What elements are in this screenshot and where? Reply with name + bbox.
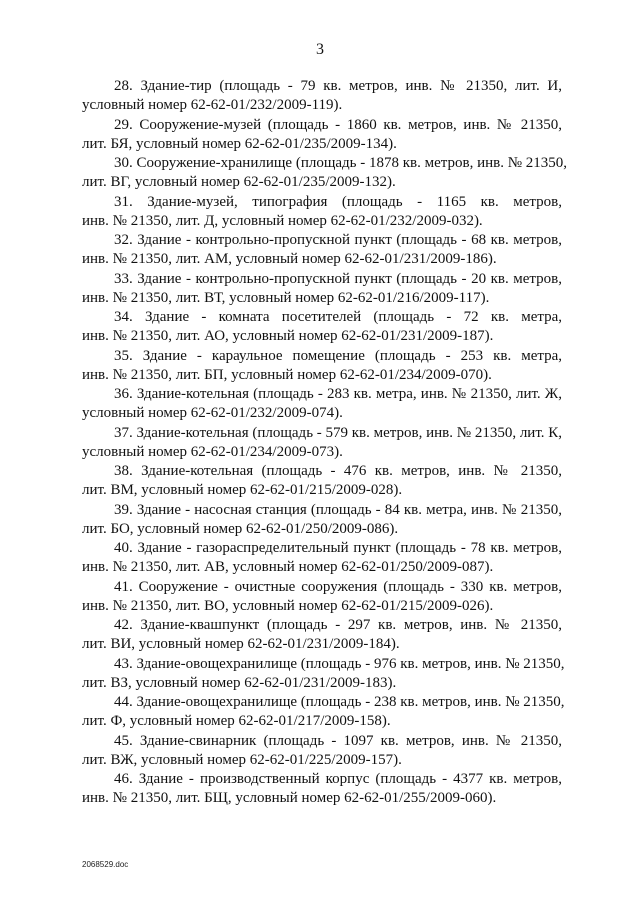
list-item <box>82 578 562 616</box>
item-first-line: 32. Здание - контрольно-пропускной пункт (площадь - 68 кв. метров, <box>114 232 562 248</box>
list-item <box>82 655 565 693</box>
list-item <box>82 193 562 231</box>
item-continuation-line: лит. ВЖ, условный номер 62-62-01/225/2009-157). <box>82 751 402 768</box>
item-first-line: 43. Здание-овощехранилище (площадь - 976 кв. метров, инв. № 21350, <box>114 655 565 672</box>
list-item <box>82 501 562 539</box>
item-first-line: 42. Здание-квашпункт (площадь - 297 кв. метров, инв. № 21350, <box>114 617 562 633</box>
item-continuation-line: условный номер 62-62-01/234/2009-073). <box>82 443 343 460</box>
item-continuation-line: лит. БО, условный номер 62-62-01/250/2009-086). <box>82 520 399 537</box>
item-continuation-line: инв. № 21350, лит. БЩ, условный номер 62-62-01/255/2009-060). <box>82 790 497 806</box>
property-list <box>82 77 568 809</box>
item-continuation-line: инв. № 21350, лит. АО, условный номер 62-62-01/231/2009-187). <box>82 328 494 344</box>
item-continuation-line: лит. БЯ, условный номер 62-62-01/235/2009-134). <box>82 135 397 152</box>
item-continuation-line: лит. ВИ, условный номер 62-62-01/231/2009-184). <box>82 636 400 652</box>
list-item <box>82 424 562 462</box>
item-continuation-line: лит. ВЗ, условный номер 62-62-01/231/2009-183). <box>82 674 397 691</box>
list-item <box>82 385 562 423</box>
item-first-line: 34. Здание - комната посетителей (площадь - 72 кв. метра, <box>114 309 562 325</box>
item-first-line: 29. Сооружение-музей (площадь - 1860 кв. метров, инв. № 21350, <box>114 116 562 133</box>
item-continuation-line: инв. № 21350, лит. АМ, условный номер 62-62-01/231/2009-186). <box>82 251 497 267</box>
item-continuation-line: лит. Ф, условный номер 62-62-01/217/2009-158). <box>82 713 391 729</box>
item-continuation-line: условный номер 62-62-01/232/2009-119). <box>82 97 343 113</box>
item-continuation-line: условный номер 62-62-01/232/2009-074). <box>82 405 343 421</box>
list-item <box>82 616 562 654</box>
item-first-line: 35. Здание - караульное помещение (площадь - 253 кв. метра, <box>114 347 562 364</box>
item-first-line: 39. Здание - насосная станция (площадь - 84 кв. метра, инв. № 21350, <box>114 501 562 518</box>
list-item <box>82 154 568 192</box>
list-item <box>82 539 562 577</box>
item-first-line: 38. Здание-котельная (площадь - 476 кв. метров, инв. № 21350, <box>114 463 562 479</box>
item-continuation-line: инв. № 21350, лит. Д, условный номер 62-62-01/232/2009-032). <box>82 212 483 229</box>
item-first-line: 37. Здание-котельная (площадь - 579 кв. метров, инв. № 21350, лит. К, <box>114 424 563 441</box>
list-item <box>82 231 562 269</box>
page-number: 3 <box>316 41 324 58</box>
item-first-line: 30. Сооружение-хранилище (площадь - 1878 кв. метров, инв. № 21350, <box>114 155 568 171</box>
list-item <box>82 270 562 308</box>
item-continuation-line: инв. № 21350, лит. ВТ, условный номер 62-62-01/216/2009-117). <box>82 289 490 306</box>
list-item <box>82 732 562 770</box>
list-item <box>82 693 565 731</box>
item-continuation-line: инв. № 21350, лит. АВ, условный номер 62-62-01/250/2009-087). <box>82 559 494 575</box>
item-first-line: 28. Здание-тир (площадь - 79 кв. метров, инв. № 21350, лит. И, <box>114 78 562 94</box>
list-item <box>82 347 562 385</box>
list-item <box>82 308 562 346</box>
item-first-line: 31. Здание-музей, типография (площадь - 1165 кв. метров, <box>114 193 562 210</box>
item-first-line: 45. Здание-свинарник (площадь - 1097 кв. метров, инв. № 21350, <box>114 732 562 749</box>
item-first-line: 44. Здание-овощехранилище (площадь - 238 кв. метров, инв. № 21350, <box>114 694 565 710</box>
list-item <box>82 770 562 808</box>
document-filename: 2068529.doc <box>82 860 129 869</box>
item-continuation-line: инв. № 21350, лит. БП, условный номер 62-62-01/234/2009-070). <box>82 366 492 383</box>
item-continuation-line: инв. № 21350, лит. ВО, условный номер 62-62-01/215/2009-026). <box>82 597 494 614</box>
item-first-line: 40. Здание - газораспределительный пункт (площадь - 78 кв. метров, <box>114 540 562 556</box>
list-item <box>82 77 562 115</box>
item-first-line: 33. Здание - контрольно-пропускной пункт (площадь - 20 кв. метров, <box>114 270 562 287</box>
list-item <box>82 462 562 500</box>
item-continuation-line: лит. ВМ, условный номер 62-62-01/215/2009-028). <box>82 482 403 498</box>
item-first-line: 46. Здание - производственный корпус (площадь - 4377 кв. метров, <box>114 771 562 787</box>
list-item <box>82 116 562 154</box>
item-first-line: 41. Сооружение - очистные сооружения (площадь - 330 кв. метров, <box>114 578 562 595</box>
item-continuation-line: лит. ВГ, условный номер 62-62-01/235/2009-132). <box>82 174 396 190</box>
item-first-line: 36. Здание-котельная (площадь - 283 кв. метра, инв. № 21350, лит. Ж, <box>114 386 562 402</box>
